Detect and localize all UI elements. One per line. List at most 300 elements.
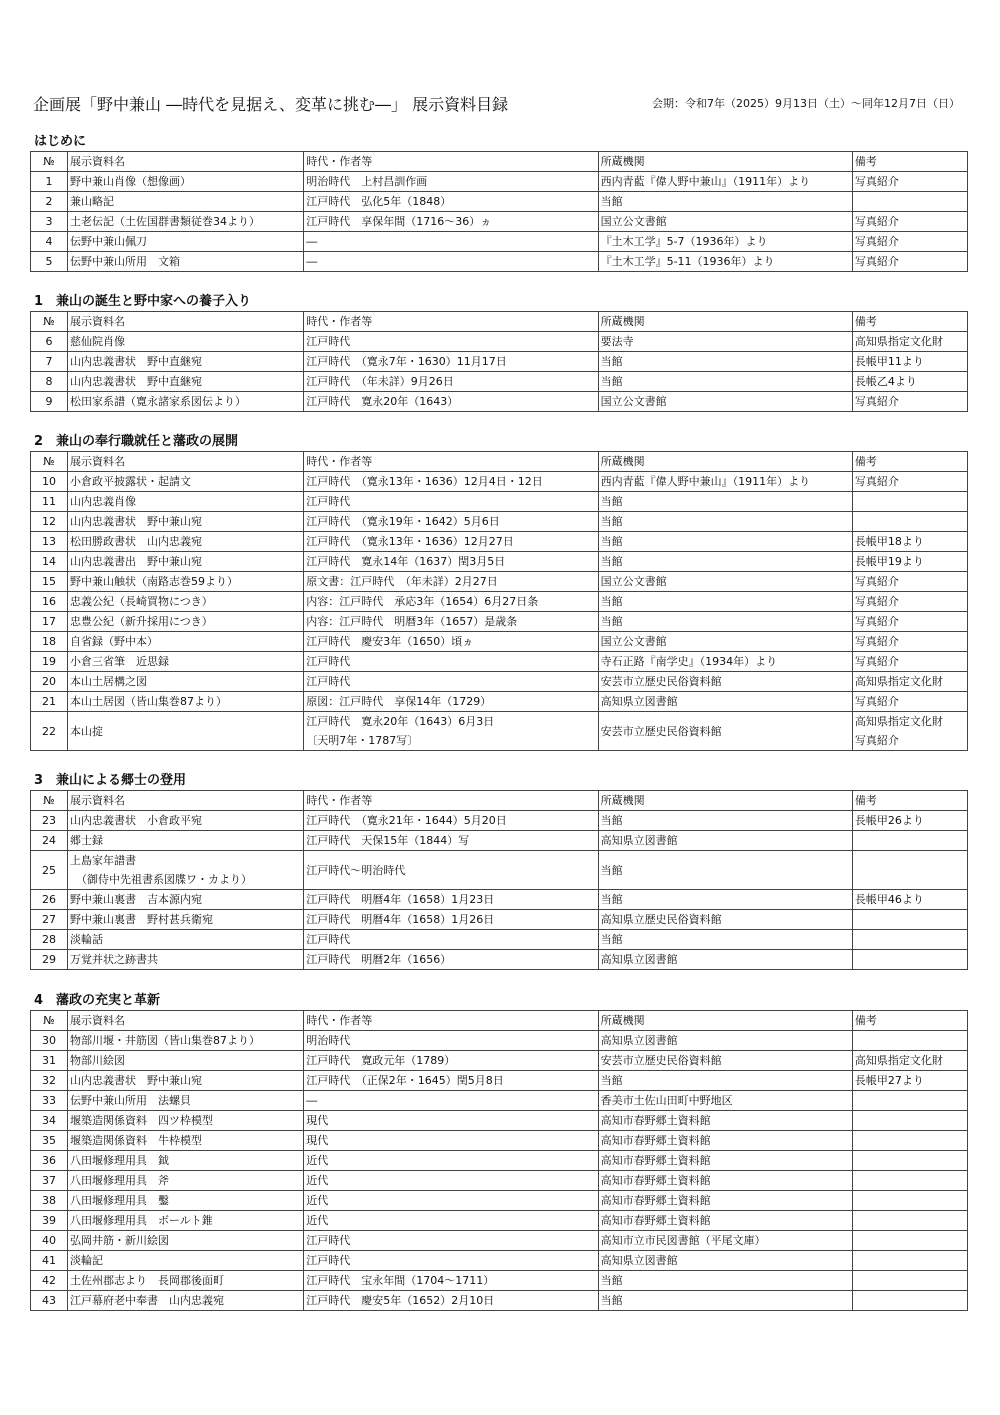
item-era-line: 江戸時代 寛永20年（1643）6月3日 [306, 715, 495, 728]
table-header-row [31, 312, 968, 332]
item-number: 7 [31, 352, 68, 372]
item-note [852, 692, 967, 712]
table-row [31, 572, 968, 592]
item-era-line: 江戸時代 （年未詳）9月26日 [306, 375, 454, 388]
item-name [68, 612, 304, 632]
item-name [68, 1111, 304, 1131]
item-holder-line: 当館 [600, 893, 623, 906]
item-number: 16 [31, 592, 68, 612]
item-holder [598, 572, 852, 592]
item-holder-line: 西内青藍『偉人野中兼山』（1911年）より [600, 475, 811, 488]
header-col-note: 備考 [852, 1011, 967, 1031]
table-row [31, 232, 968, 252]
item-name [68, 712, 304, 751]
item-era-line: 近代 [306, 1174, 329, 1187]
item-era-line: 現代 [306, 1114, 329, 1127]
item-note [852, 592, 967, 612]
table-row [31, 851, 968, 890]
item-name-line: 伝野中兼山所用 法螺貝 [70, 1094, 192, 1107]
table-row [31, 950, 968, 970]
item-holder [598, 492, 852, 512]
table-row [31, 512, 968, 532]
item-note-line: 高知県指定文化財 [854, 335, 943, 348]
item-note [852, 1171, 967, 1191]
item-name-line: 堰築造関係資料 牛枠模型 [70, 1134, 203, 1147]
header-col-holder: 所蔵機関 [598, 791, 852, 811]
item-note-line: 高知県指定文化財 [854, 1054, 943, 1067]
item-note-line: 写真紹介 [854, 615, 899, 628]
item-holder-line: 高知市春野郷土資料館 [600, 1174, 711, 1187]
item-note-line [855, 1031, 967, 1050]
item-era-line: 現代 [306, 1134, 329, 1147]
header-col-name: 展示資料名 [68, 152, 304, 172]
item-holder [598, 1271, 852, 1291]
item-era-line: 江戸時代 明暦4年（1658）1月26日 [306, 913, 495, 926]
item-holder-line: 西内青藍『偉人野中兼山』（1911年）より [600, 175, 811, 188]
item-name [68, 851, 304, 890]
item-era [304, 632, 598, 652]
item-era-line: 江戸時代 （寛永21年・1644）5月20日 [306, 814, 507, 827]
item-note-line: 写真紹介 [854, 575, 899, 588]
item-note-line: 長帳乙4より [854, 375, 917, 388]
item-note-line [855, 1271, 967, 1290]
item-name [68, 1231, 304, 1251]
header-col-no: № [31, 1011, 68, 1031]
item-note [852, 192, 967, 212]
item-name-line: 江戸幕府老中奉書 山内忠義宛 [70, 1294, 225, 1307]
item-era-line: 江戸時代 寛政元年（1789） [306, 1054, 456, 1067]
item-note-line: 写真紹介 [854, 395, 899, 408]
item-holder-line: 国立公文書館 [600, 215, 667, 228]
item-name [68, 372, 304, 392]
item-name [68, 910, 304, 930]
item-era [304, 672, 598, 692]
item-holder-line: 要法寺 [600, 335, 634, 348]
item-era [304, 1271, 598, 1291]
table-row [31, 532, 968, 552]
item-holder [598, 672, 852, 692]
item-holder-line: 『土木工学』5-7（1936年）より [600, 235, 768, 248]
table-row [31, 652, 968, 672]
header-col-note: 備考 [852, 791, 967, 811]
item-era-line: 江戸時代 慶安3年（1650）頃ヵ [306, 635, 474, 648]
item-note-line [855, 950, 967, 969]
item-holder [598, 532, 852, 552]
item-note-line: 高知県指定文化財 [854, 675, 943, 688]
item-note-line: 長帳甲46より [854, 893, 924, 906]
section-3-goshi-appointment [30, 772, 968, 970]
item-note-line: 写真紹介 [854, 175, 899, 188]
table-row [31, 472, 968, 492]
item-holder [598, 712, 852, 751]
item-era-line: ― [306, 1094, 318, 1107]
item-number: 32 [31, 1071, 68, 1091]
item-note-line [855, 1111, 967, 1130]
table-header-row [31, 152, 968, 172]
header-col-no: № [31, 152, 68, 172]
item-note [852, 612, 967, 632]
item-note [852, 1151, 967, 1171]
item-era-line: 江戸時代 （寛永19年・1642）5月6日 [306, 515, 500, 528]
item-holder [598, 212, 852, 232]
item-name-line: 本山土居図（皆山集巻87より） [70, 695, 228, 708]
item-name [68, 672, 304, 692]
item-note-line: 長帳甲18より [854, 535, 924, 548]
item-era-line: 江戸時代 明暦4年（1658）1月23日 [306, 893, 495, 906]
table-row [31, 1091, 968, 1111]
item-holder [598, 472, 852, 492]
item-number: 11 [31, 492, 68, 512]
item-era [304, 392, 598, 412]
item-name-line: 山内忠義書状 野中直継宛 [70, 355, 203, 368]
item-note [852, 712, 967, 751]
item-number: 17 [31, 612, 68, 632]
item-holder [598, 1111, 852, 1131]
item-era-line: 江戸時代 弘化5年（1848） [306, 195, 452, 208]
table-row [31, 1051, 968, 1071]
item-name [68, 592, 304, 612]
header-col-note: 備考 [852, 152, 967, 172]
item-holder [598, 232, 852, 252]
item-era [304, 1151, 598, 1171]
item-holder-line: 当館 [600, 1074, 623, 1087]
table-row [31, 632, 968, 652]
item-name [68, 1211, 304, 1231]
item-holder [598, 930, 852, 950]
table-header-row [31, 1011, 968, 1031]
table-row [31, 332, 968, 352]
item-holder [598, 392, 852, 412]
table-row [31, 212, 968, 232]
table-row [31, 552, 968, 572]
item-era [304, 512, 598, 532]
table-row [31, 831, 968, 851]
item-name-line: 山内忠義書状 野中兼山宛 [70, 515, 203, 528]
table-row [31, 252, 968, 272]
item-note [852, 1251, 967, 1271]
item-era [304, 1051, 598, 1071]
item-note [852, 352, 967, 372]
item-name-line: 弘岡井筋・新川絵図 [70, 1234, 170, 1247]
table-row [31, 692, 968, 712]
item-number: 26 [31, 890, 68, 910]
table-row [31, 672, 968, 692]
item-era [304, 1111, 598, 1131]
item-note-line: 長帳甲11より [854, 355, 924, 368]
item-note [852, 532, 967, 552]
item-name [68, 252, 304, 272]
item-holder-line: 当館 [600, 1294, 623, 1307]
item-name-line: 野中兼山裏書 野村甚兵衛宛 [70, 913, 214, 926]
item-name [68, 890, 304, 910]
item-holder-line: 当館 [600, 863, 623, 877]
item-note-line: 写真紹介 [854, 235, 899, 248]
item-number: 19 [31, 652, 68, 672]
item-number: 10 [31, 472, 68, 492]
item-name-line: 本山掟 [70, 724, 104, 738]
item-holder [598, 652, 852, 672]
items-table [30, 1010, 968, 1311]
item-note-line: 高知県指定文化財 [854, 715, 943, 728]
item-holder-line: 当館 [600, 615, 623, 628]
item-era-line: 江戸時代 宝永年間（1704～1711） [306, 1274, 495, 1287]
item-name-line: 堰築造関係資料 四ツ枠模型 [70, 1114, 214, 1127]
table-row [31, 910, 968, 930]
item-holder-line: 高知県立図書館 [600, 1034, 678, 1047]
item-name [68, 352, 304, 372]
item-name [68, 1291, 304, 1311]
item-era [304, 950, 598, 970]
item-note [852, 1031, 967, 1051]
item-era [304, 930, 598, 950]
item-holder [598, 612, 852, 632]
item-note [852, 252, 967, 272]
item-name-line: 松田家系譜（寛永諸家系図伝より） [70, 395, 247, 408]
item-note [852, 372, 967, 392]
item-holder [598, 1091, 852, 1111]
document-header [33, 92, 968, 114]
table-row [31, 1031, 968, 1051]
item-holder [598, 172, 852, 192]
section-title: 1 兼山の誕生と野中家への養子入り [34, 294, 252, 309]
item-number: 25 [31, 851, 68, 890]
item-number: 36 [31, 1151, 68, 1171]
table-row [31, 1231, 968, 1251]
item-holder [598, 1031, 852, 1051]
item-number: 40 [31, 1231, 68, 1251]
section-introduction [30, 133, 968, 272]
table-row [31, 612, 968, 632]
item-note-line [855, 831, 967, 850]
item-name-line: 八田堰修理用具 鉞 [70, 1154, 170, 1167]
table-row [31, 1151, 968, 1171]
item-holder-line: 当館 [600, 814, 623, 827]
item-holder-line: 寺石正路『南学史』（1934年）より [600, 655, 778, 668]
item-name [68, 492, 304, 512]
item-number: 41 [31, 1251, 68, 1271]
item-era-line: 原図：江戸時代 享保14年（1729） [306, 695, 492, 708]
item-holder [598, 252, 852, 272]
item-note-line [855, 512, 967, 531]
item-era-line: 内容：江戸時代 明暦3年（1657）是歳条 [306, 615, 518, 628]
item-note [852, 1231, 967, 1251]
item-name [68, 1171, 304, 1191]
item-note [852, 1291, 967, 1311]
item-holder [598, 552, 852, 572]
item-era-line: 江戸時代 [306, 1234, 351, 1247]
item-name-line: 物部川絵図 [70, 1054, 126, 1067]
item-holder-line: 当館 [600, 595, 623, 608]
item-era-line: 江戸時代 （寛永13年・1636）12月4日・12日 [306, 475, 543, 488]
item-holder [598, 192, 852, 212]
item-era-line: ― [306, 255, 318, 268]
item-note [852, 232, 967, 252]
item-holder [598, 512, 852, 532]
item-holder [598, 332, 852, 352]
item-name-line: 山内忠義書状 野中直継宛 [70, 375, 203, 388]
header-col-no: № [31, 312, 68, 332]
item-name [68, 172, 304, 192]
item-name-line: 上島家年譜書 [70, 854, 137, 867]
header-col-note: 備考 [852, 452, 967, 472]
table-row [31, 1131, 968, 1151]
items-table [30, 151, 968, 272]
item-name-line: 淡輪記 [70, 1254, 104, 1267]
item-number: 38 [31, 1191, 68, 1211]
item-name [68, 1051, 304, 1071]
item-name-line: 山内忠義書状 小倉政平宛 [70, 814, 203, 827]
item-era [304, 851, 598, 890]
item-note-line [855, 1211, 967, 1230]
table-row [31, 1251, 968, 1271]
item-note [852, 910, 967, 930]
item-holder-line: 当館 [600, 355, 623, 368]
item-holder-line: 当館 [600, 535, 623, 548]
item-number: 21 [31, 692, 68, 712]
item-name-line: 野中兼山触状（南路志巻59より） [70, 575, 239, 588]
item-name [68, 1271, 304, 1291]
item-era-line: 江戸時代 享保年間（1716～36）ヵ [306, 215, 492, 228]
item-era [304, 811, 598, 831]
item-era-line: 原文書：江戸時代 （年未詳）2月27日 [306, 575, 498, 588]
item-name [68, 1251, 304, 1271]
item-note-line [855, 1091, 967, 1110]
item-note [852, 950, 967, 970]
table-row [31, 712, 968, 751]
item-holder-line: 国立公文書館 [600, 395, 667, 408]
item-era [304, 352, 598, 372]
item-holder [598, 1151, 852, 1171]
item-era [304, 372, 598, 392]
item-holder-line: 高知市春野郷土資料館 [600, 1214, 711, 1227]
item-name [68, 472, 304, 492]
item-number: 37 [31, 1171, 68, 1191]
item-era-line: 江戸時代 （正保2年・1645）閏5月8日 [306, 1074, 504, 1087]
item-name [68, 192, 304, 212]
item-note-line: 長帳甲19より [854, 555, 924, 568]
item-name-line: 松田勝政書状 山内忠義宛 [70, 535, 203, 548]
item-era-line: 明治時代 上村昌訓作画 [306, 175, 428, 188]
item-note [852, 332, 967, 352]
item-note-line: 長帳甲27より [854, 1074, 924, 1087]
item-number: 6 [31, 332, 68, 352]
item-number: 20 [31, 672, 68, 692]
item-era-line: 江戸時代 （寛永13年・1636）12月27日 [306, 535, 514, 548]
item-note-line [855, 1231, 967, 1250]
item-era-line: 近代 [306, 1154, 329, 1167]
item-name [68, 552, 304, 572]
item-note-line [855, 1131, 967, 1150]
item-era [304, 712, 598, 751]
item-number: 31 [31, 1051, 68, 1071]
item-era-line: 江戸時代 寛永20年（1643） [306, 395, 459, 408]
item-era [304, 252, 598, 272]
header-col-name: 展示資料名 [68, 452, 304, 472]
item-note [852, 851, 967, 890]
item-era-line: 江戸時代 （寛永7年・1630）11月17日 [306, 355, 507, 368]
item-note [852, 652, 967, 672]
item-holder [598, 1051, 852, 1071]
item-number: 14 [31, 552, 68, 572]
item-note-line [855, 492, 967, 511]
item-name [68, 831, 304, 851]
item-note-line: 写真紹介 [854, 595, 899, 608]
item-name-line: 物部川堰・井筋図（皆山集巻87より） [70, 1034, 261, 1047]
item-holder [598, 811, 852, 831]
item-name-line: 本山土居構之図 [70, 675, 148, 688]
item-note [852, 552, 967, 572]
item-holder [598, 1131, 852, 1151]
item-note-line: 写真紹介 [854, 655, 899, 668]
item-note-line [855, 910, 967, 929]
item-name [68, 930, 304, 950]
item-holder-line: 安芸市立歴史民俗資料館 [600, 724, 722, 738]
table-row [31, 1171, 968, 1191]
item-note [852, 632, 967, 652]
item-name-line: 兼山略記 [70, 195, 115, 208]
document-title: 企画展「野中兼山 ―時代を見据え、変革に挑む―」 展示資料目録 [33, 95, 509, 114]
item-note-line [855, 192, 967, 211]
item-holder-line: 国立公文書館 [600, 635, 667, 648]
item-name [68, 811, 304, 831]
item-note [852, 1271, 967, 1291]
item-era-line: 江戸時代 寛永14年（1637）閏3月5日 [306, 555, 506, 568]
section-title: 3 兼山による郷士の登用 [34, 773, 187, 788]
item-note [852, 831, 967, 851]
item-name-line: （御侍中先祖書系図牒ワ・カより） [76, 873, 253, 886]
item-holder-line: 当館 [600, 1274, 623, 1287]
item-era-line: 近代 [306, 1194, 329, 1207]
items-table [30, 311, 968, 412]
table-row [31, 1071, 968, 1091]
item-note [852, 472, 967, 492]
table-row [31, 1191, 968, 1211]
item-name [68, 532, 304, 552]
item-era-line: 江戸時代 慶安5年（1652）2月10日 [306, 1294, 495, 1307]
item-holder-line: 当館 [600, 495, 623, 508]
item-era-line: 江戸時代 [306, 675, 351, 688]
item-name [68, 1151, 304, 1171]
section-1-birth-adoption [30, 293, 968, 412]
item-era [304, 692, 598, 712]
item-name-line: 慈仙院肖像 [70, 335, 126, 348]
item-name [68, 950, 304, 970]
table-row [31, 811, 968, 831]
item-era [304, 172, 598, 192]
item-era-line: 江戸時代 [306, 1254, 351, 1267]
item-holder [598, 1291, 852, 1311]
item-name [68, 572, 304, 592]
item-era-line: 〔天明7年・1787写〕 [306, 734, 419, 747]
item-holder [598, 352, 852, 372]
item-name-line: 伝野中兼山所用 文箱 [70, 255, 181, 268]
item-note [852, 1131, 967, 1151]
item-note [852, 890, 967, 910]
item-era-line: ― [306, 235, 318, 248]
item-name [68, 392, 304, 412]
item-number: 34 [31, 1111, 68, 1131]
item-holder-line: 当館 [600, 555, 623, 568]
item-note [852, 392, 967, 412]
item-era [304, 1071, 598, 1091]
table-row [31, 930, 968, 950]
item-holder-line: 当館 [600, 195, 623, 208]
item-name-line: 小倉政平披露状・起請文 [70, 475, 192, 488]
header-col-era: 時代・作者等 [304, 312, 598, 332]
item-holder-line: 高知県立歴史民俗資料館 [600, 913, 722, 926]
item-number: 4 [31, 232, 68, 252]
table-row [31, 1111, 968, 1131]
